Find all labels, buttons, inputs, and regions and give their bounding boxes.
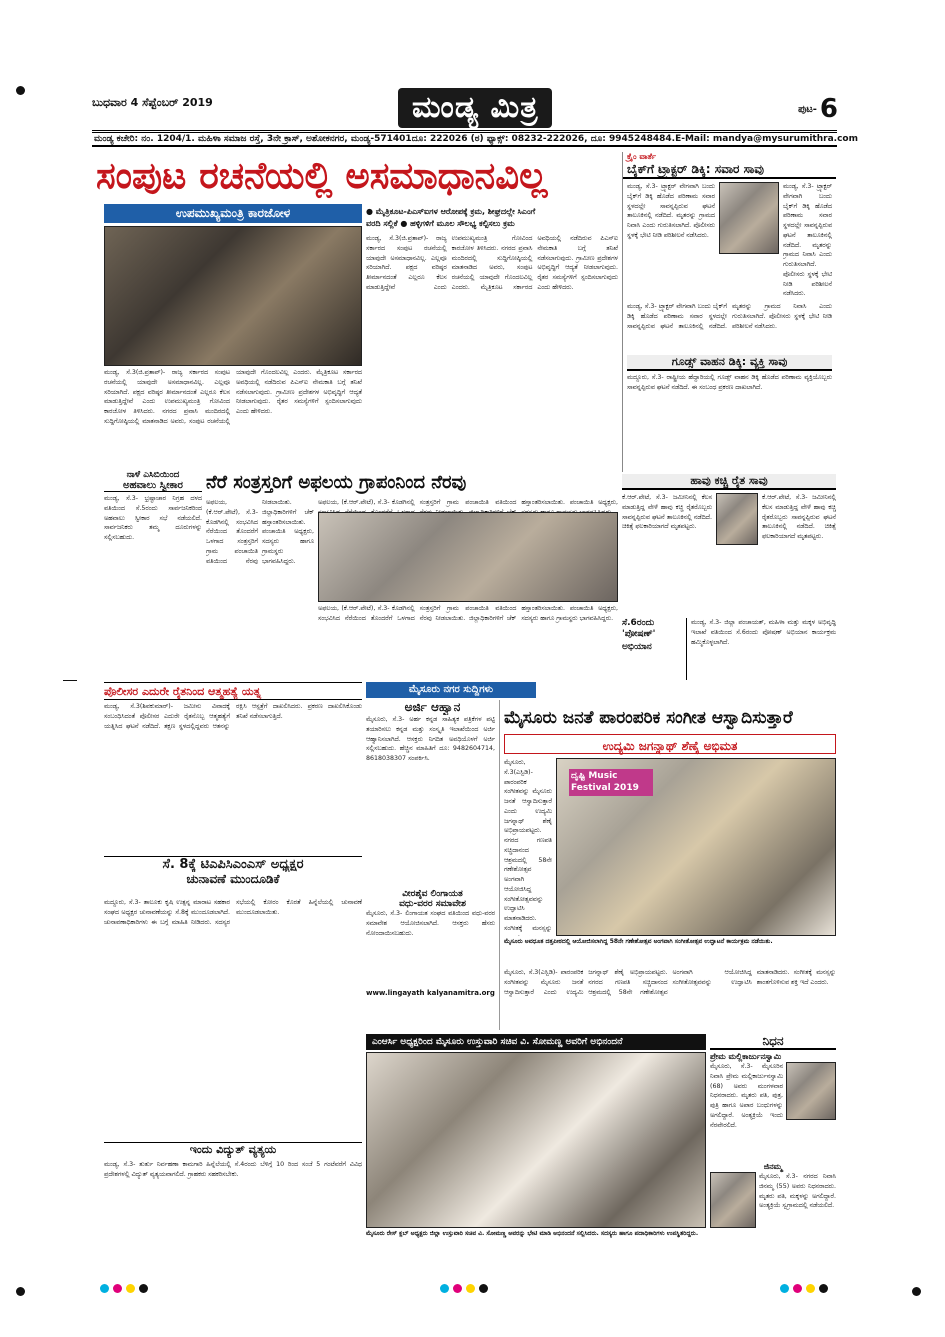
color-bar — [440, 1284, 500, 1292]
police-body: ಮಂಡ್ಯ, ಸೆ.3(ಶಿವಕುಮಾರ್)- ಜಮೀನು ವಿವಾದಕ್ಕೆ ಸಂಬಂಧಿಸಿದಂತೆ ಪೊಲೀಸರ ಎದುರೇ ರೈತನೊಬ್ಬ ಆತ್ಮಹತ್ಯೆಗೆ ಯತ್ನಿಸಿದ ಘಟನೆ ನಡೆದಿದೆ. ತಕ್ಷಣ ಸ್ಥಳದಲ್ಲಿದ್ದವರು ಆತನನ್ನು ರಕ್ಷಿಸಿ ಆಸ್ಪತ್ರೆಗೆ ದಾಖಲಿಸಿದರು. ಪ್ರಕರಣ ದಾಖಲಿಸಿಕೊಂಡು ತನಿಖೆ ನಡೆಸಲಾಗುತ್ತಿದೆ. — [104, 703, 362, 730]
power-body: ಮಂಡ್ಯ, ಸೆ.3- ತುರ್ತು ನಿರ್ವಹಣಾ ಕಾಮಗಾರಿ ಹಿನ್ನೆಲೆಯಲ್ಲಿ ಸೆ.4ರಂದು ಬೆಳಿಗ್ಗೆ 10 ರಿಂದ ಸಂಜೆ 5 ಗಂಟೆವರೆಗೆ ವಿವಿಧ ಪ್ರದೇಶಗಳಲ್ಲಿ ವಿದ್ಯುತ್ ವ್ಯತ್ಯಯವಾಗಲಿದೆ. ಗ್ರಾಹಕರು ಸಹಕರಿಸಬೇಕು. — [104, 1161, 362, 1178]
obituary-body: ಮೈಸೂರು, ಸೆ.3- ಮೈಸೂರಿನ ನಿವಾಸಿ ಪ್ರೇಮ ಮಲ್ಲಿಕಾರ್ಜುನಸ್ವಾಮಿ (68) ಅವರು ಮಂಗಳವಾರ ನಿಧನರಾದರು. ಮೃತರು ಪತಿ, ಪುತ್ರ, ಪುತ್ರಿ ಹಾಗೂ ಅಪಾರ ಬಂಧುಗಳನ್ನು ಅಗಲಿದ್ದಾರೆ. ಅಂತ್ಯಕ್ರಿಯೆ ಇಂದು ನೆರವೇರಲಿದೆ. — [710, 1063, 783, 1129]
lead-bullet: ವರದಿ ಸಲ್ಲಿಕೆ ● ಹಳ್ಳಿಗಳಿಗೆ ಮೂಲ ಸೌಲಭ್ಯ ಕಲ್ಪಿಸಲು ಕ್ರಮ — [366, 218, 515, 228]
obituary-section: ನಿಧನ — [710, 1034, 836, 1050]
color-bar — [780, 1284, 840, 1292]
police-headline: ಪೊಲೀಸರ ಎದುರೇ ರೈತನಿಂದ ಆತ್ಮಹತ್ಯೆ ಯತ್ನ — [104, 682, 362, 700]
matrimony-title: ವಧು-ವರರ ಸಮಾವೇಶ — [399, 899, 466, 909]
flood-headline: ನೆರೆ ಸಂತ್ರಸ್ತರಿಗೆ ಅಫಲಯ ಗ್ರಾಪಂನಿಂದ ನೆರವು — [206, 472, 467, 493]
farmer-photo — [716, 493, 758, 545]
page-label: ಪುಟ- — [798, 103, 817, 115]
acb-box — [104, 470, 202, 680]
crime-headline: ಬೈಕ್‌ಗೆ ಟ್ರ್ಯಾಕ್ಟರ್ ಡಿಕ್ಕಿ: ಸವಾರ ಸಾವು — [623, 162, 836, 179]
crime-body: ಮಂಡ್ಯ, ಸೆ.3- ಟ್ರ್ಯಾಕ್ಟರ್ ವೇಗವಾಗಿ ಬಂದು ಬೈಕ್‌ಗೆ ಡಿಕ್ಕಿ ಹೊಡೆದ ಪರಿಣಾಮ ಸವಾರ ಸ್ಥಳದಲ್ಲೇ ಸಾವನ್ನಪ್ಪಿರುವ ಘಟನೆ ತಾಲೂಕಿನಲ್ಲಿ ನಡೆದಿದೆ. ಮೃತರನ್ನು ಗ್ರಾಮದ ನಿವಾಸಿ ಎಂದು ಗುರುತಿಸಲಾಗಿದೆ. ಪೊಲೀಸರು ಸ್ಥಳಕ್ಕೆ ಭೇಟಿ ನೀಡಿ ಪರಿಶೀಲನೆ ನಡೆಸಿದರು. — [627, 183, 715, 239]
page-number-block — [786, 92, 838, 126]
music-caption: ಮೈಸೂರು ಅವಧೂತ ದತ್ತಪೀಠದಲ್ಲಿ ಆಯೋಜಿಸಲಾಗಿದ್ದ 58ನೇ ಗಣೇಶೋತ್ಸವ ಅಂಗವಾಗಿ ಸಂಗೀತೋತ್ಸವ ಉದ್ಘಾಟನೆ ಕಾರ್ಯಕ್ರಮ ನಡೆಯಿತು. — [504, 938, 773, 945]
matrimony-website: www.lingayath kalyanamitra.org — [366, 989, 495, 997]
office-email: E-Mail: mandya@mysurumithra.com — [675, 134, 858, 144]
music-photo — [556, 758, 836, 936]
music-kicker-text: ಉದ್ಯಮಿ ಜಗನ್ನಾಥ್ ಶೆಣೈ ಅಭಿಮತ — [602, 739, 738, 753]
poshan-title: 'ಪೋಷಣ್' ಅಭಿಯಾನ — [622, 629, 656, 652]
color-bar — [100, 1284, 160, 1292]
goods-accident-body: ಮದ್ದೂರು, ಸೆ.3- ರಾಷ್ಟ್ರೀಯ ಹೆದ್ದಾರಿಯಲ್ಲಿ ಗೂಡ್ಸ್ ವಾಹನ ಡಿಕ್ಕಿ ಹೊಡೆದ ಪರಿಣಾಮ ವ್ಯಕ್ತಿಯೊಬ್ಬರು ಸಾವನ್ನಪ್ಪಿರುವ ಘಟನೆ ನಡೆದಿದೆ. ಈ ಸಂಬಂಧ ಪ್ರಕರಣ ದಾಖಲಾಗಿದೆ. — [627, 374, 832, 391]
goods-accident-headline: ಗೂಡ್ಸ್ ವಾಹನ ಡಿಕ್ಕಿ: ವ್ಯಕ್ತಿ ಸಾವು — [627, 355, 832, 371]
lead-body: ಮಂಡ್ಯ, ಸೆ.3(ಜಿ.ಪ್ರತಾಪ್)- ರಾಜ್ಯ ಸರ್ಕಾರದ ಸಂಪುಟ ರಚನೆಯಲ್ಲಿ ಯಾವುದೇ ಅಸಮಾಧಾನವಿಲ್ಲ. ಎಲ್ಲವೂ ಸರಿಯಾಗಿದೆ. ಪಕ್ಷದ ವರಿಷ್ಠರ ತೀರ್ಮಾನದಂತೆ ಎಲ್ಲರೂ ಕೆಲಸ ಮಾಡುತ್ತಿದ್ದೇವೆ ಎಂದು ಉಪಮುಖ್ಯಮಂತ್ರಿ ಗೋವಿಂದ ಕಾರಜೋಳ ತಿಳಿಸಿದರು. ನಗರದ ಪ್ರವಾಸಿ ಮಂದಿರದಲ್ಲಿ ಸುದ್ದಿಗೋಷ್ಠಿಯಲ್ಲಿ ಮಾತನಾಡಿದ ಅವರು, ಸಂಪುಟ ರಚನೆಯಲ್ಲಿ ಯಾವುದೇ ಗೊಂದಲವಿಲ್ಲ ಎಂದರು. ಮೈತ್ರಿಕೂಟ ಸರ್ಕಾರದ ಅವಧಿಯಲ್ಲಿ ನಡೆದಿರುವ ಪಿಎಸ್ಐ ನೇಮಕಾತಿ ಬಗ್ಗೆ ತನಿಖೆ ನಡೆಸಲಾಗುವುದು. ಗ್ರಾಮೀಣ ಪ್ರದೇಶಗಳ ಅಭಿವೃದ್ಧಿಗೆ ಆದ್ಯತೆ ನೀಡಲಾಗುವುದು. ರೈತರ ಸಮಸ್ಯೆಗಳಿಗೆ ಸ್ಪಂದಿಸಲಾಗುವುದು ಎಂದು ಹೇಳಿದರು. — [366, 235, 618, 291]
mysuru-section-label: ಮೈಸೂರು ನಗರ ಸುದ್ದಿಗಳು — [366, 682, 536, 698]
snake-box — [622, 474, 836, 614]
flood-photo — [318, 512, 618, 602]
music-body: ಮೈಸೂರು, ಸೆ.3(ಎಸ್ಬಿಡಿ)- ಪಾರಂಪರಿಕ ಸಂಗೀತವನ್ನು ಮೈಸೂರು ಜನತೆ ಆಸ್ವಾದಿಸುತ್ತಾರೆ ಎಂದು ಉದ್ಯಮಿ ಜಗನ್ನಾಥ್ ಶೆಣೈ ಅಭಿಪ್ರಾಯಪಟ್ಟರು. ನಗರದ ಗಣಪತಿ ಸಚ್ಚಿದಾನಂದ ಆಶ್ರಮದಲ್ಲಿ 58ನೇ ಗಣೇಶೋತ್ಸವ ಅಂಗವಾಗಿ ಆಯೋಜಿಸಿದ್ದ ಸಂಗೀತೋತ್ಸವವನ್ನು ಉದ್ಘಾಟಿಸಿ ಮಾತನಾಡಿದರು. ಸಂಗೀತಕ್ಕೆ ಮನಸ್ಸನ್ನು — [504, 759, 552, 932]
power-headline: ಇಂದು ವಿದ್ಯುತ್ ವ್ಯತ್ಯಯ — [104, 1142, 362, 1158]
obituary-photo — [710, 1172, 756, 1228]
acb-title: ನಾಳೆ ಎಸಿಬಿಯಿಂದ — [126, 470, 180, 480]
obituary-body: ಮೈಸೂರು, ಸೆ.3- ನಗರದ ನಿವಾಸಿ ಜಿನಮ್ಮ (55) ಅವರು ನಿಧನರಾದರು. ಮೃತರು ಪತಿ, ಮಕ್ಕಳನ್ನು ಅಗಲಿದ್ದಾರೆ. ಅಂತ್ಯಕ್ರಿಯೆ ಸ್ವಗ್ರಾಮದಲ್ಲಿ ನಡೆಯಲಿದೆ. — [759, 1173, 836, 1210]
matrimony-body: ಮೈಸೂರು, ಸೆ.3- ಲಿಂಗಾಯತ ಸಂಘದ ವತಿಯಿಂದ ವಧು-ವರರ ಸಮಾವೇಶ ಆಯೋಜಿಸಲಾಗಿದೆ. ಆಸಕ್ತರು ಹೆಸರು ನೋಂದಾಯಿಸಬಹುದು. — [366, 910, 495, 937]
registration-mark — [16, 1287, 25, 1296]
registration-mark — [912, 1287, 921, 1296]
notice-title: ಅರ್ಜಿ ಆಹ್ವಾನ — [404, 700, 461, 714]
flood-body: ಅಫಲಯ, (ಕೆ.ಆರ್.ಪೇಟೆ), ಸೆ.3- ಕೊಡಗಿನಲ್ಲಿ ಸಂಭವಿಸಿದ ನೆರೆಯಿಂದ ತೊಂದರೆಗೆ ಒಳಗಾದ ಸಂತ್ರಸ್ತರಿಗೆ ಗ್ರಾಮ ಪಂಚಾಯಿತಿ ವತಿಯಿಂದ ನೆರವು ನೀಡಲಾಯಿತು. ಜಿಲ್ಲಾಧಿಕಾರಿಗಳಿಗೆ ಚೆಕ್ ಹಸ್ತಾಂತರಿಸಲಾಯಿತು. ಪಂಚಾಯಿತಿ ಅಧ್ಯಕ್ಷರು, ಸದಸ್ಯರು ಹಾಗೂ ಗ್ರಾಮಸ್ಥರು ಭಾಗವಹಿಸಿದ್ದರು. — [206, 499, 314, 565]
lead-bullet: ● ಮೈತ್ರಿಕೂಟ-ಪಿಎಸ್ಐಗಳ ಆರೋಪಕ್ಕೆ ಕ್ರಮ, ಶೀಘ್ರದಲ್ಲೇ ಸಿಎಂಗೆ — [366, 207, 536, 216]
office-phone: ದೂ: 222026 (ಠ) ಫ್ಯಾಕ್ಸ್: 08232-222026, ದೂ: 9945248484. — [411, 134, 676, 144]
snake-headline: ಹಾವು ಕಚ್ಚಿ ರೈತ ಸಾವು — [622, 474, 836, 490]
tapcms-headline: ಸೆ. 8ಕ್ಕೆ ಟಿಎಪಿಸಿಎಂಎಸ್ ಅಧ್ಯಕ್ಷರ — [162, 857, 304, 872]
lead-photo — [104, 226, 362, 366]
somanna-photo — [366, 1052, 706, 1228]
mysuru-notice — [366, 700, 500, 1030]
registration-mark — [16, 86, 25, 95]
page-number: 6 — [819, 94, 838, 124]
tapcms-headline: ಚುನಾವಣೆ ಮುಂದೂಡಿಕೆ — [186, 872, 280, 886]
music-body: ಮೈಸೂರು, ಸೆ.3(ಎಸ್ಬಿಡಿ)- ಪಾರಂಪರಿಕ ಸಂಗೀತವನ್ನು ಮೈಸೂರು ಜನತೆ ಆಸ್ವಾದಿಸುತ್ತಾರೆ ಎಂದು ಉದ್ಯಮಿ ಜಗನ್ನಾಥ್ ಶೆಣೈ ಅಭಿಪ್ರಾಯಪಟ್ಟರು. ನಗರದ ಗಣಪತಿ ಸಚ್ಚಿದಾನಂದ ಆಶ್ರಮದಲ್ಲಿ 58ನೇ ಗಣೇಶೋತ್ಸವ ಅಂಗವಾಗಿ ಆಯೋಜಿಸಿದ್ದ ಸಂಗೀತೋತ್ಸವವನ್ನು ಉದ್ಘಾಟಿಸಿ ಮಾತನಾಡಿದರು. ಸಂಗೀತಕ್ಕೆ ಮನಸ್ಸನ್ನು ಶಾಂತಗೊಳಿಸುವ ಶಕ್ತಿ ಇದೆ ಎಂದರು. — [504, 969, 836, 996]
lead-body: ಮಂಡ್ಯ, ಸೆ.3(ಜಿ.ಪ್ರತಾಪ್)- ರಾಜ್ಯ ಸರ್ಕಾರದ ಸಂಪುಟ ರಚನೆಯಲ್ಲಿ ಯಾವುದೇ ಅಸಮಾಧಾನವಿಲ್ಲ. ಎಲ್ಲವೂ ಸರಿಯಾಗಿದೆ. ಪಕ್ಷದ ವರಿಷ್ಠರ ತೀರ್ಮಾನದಂತೆ ಎಲ್ಲರೂ ಕೆಲಸ ಮಾಡುತ್ತಿದ್ದೇವೆ ಎಂದು ಉಪಮುಖ್ಯಮಂತ್ರಿ ಗೋವಿಂದ ಕಾರಜೋಳ ತಿಳಿಸಿದರು. ನಗರದ ಪ್ರವಾಸಿ ಮಂದಿರದಲ್ಲಿ ಸುದ್ದಿಗೋಷ್ಠಿಯಲ್ಲಿ ಮಾತನಾಡಿದ ಅವರು, ಸಂಪುಟ ರಚನೆಯಲ್ಲಿ ಯಾವುದೇ ಗೊಂದಲವಿಲ್ಲ ಎಂದರು. ಮೈತ್ರಿಕೂಟ ಸರ್ಕಾರದ ಅವಧಿಯಲ್ಲಿ ನಡೆದಿರುವ ಪಿಎಸ್ಐ ನೇಮಕಾತಿ ಬಗ್ಗೆ ತನಿಖೆ ನಡೆಸಲಾಗುವುದು. ಗ್ರಾಮೀಣ ಪ್ರದೇಶಗಳ ಅಭಿವೃದ್ಧಿಗೆ ಆದ್ಯತೆ ನೀಡಲಾಗುವುದು. ರೈತರ ಸಮಸ್ಯೆಗಳಿಗೆ ಸ್ಪಂದಿಸಲಾಗುವುದು ಎಂದು ಹೇಳಿದರು. — [104, 369, 362, 425]
masthead-date: ಬುಧವಾರ 4 ಸೆಪ್ಟೆಂಬರ್ 2019 — [92, 96, 213, 109]
victim-photo — [719, 182, 779, 254]
crop-mark — [63, 680, 77, 681]
lead-bullets — [366, 206, 618, 229]
office-address: ಮಂಡ್ಯ ಕಚೇರಿ: ನಂ. 1204/1. ಮಹಿಳಾ ಸಮಾಜ ರಸ್ತೆ, 3ನೇ ಕ್ರಾಸ್, ಅಶೋಕನಗರ, ಮಂಡ್ಯ-571401 — [94, 134, 412, 144]
obituary-photo — [786, 1062, 836, 1120]
notice-body: ಮೈಸೂರು, ಸೆ.3- ಅರ್ಹ ಕನ್ನಡ ಸಾಹಿತ್ಯಕ ಪತ್ರಿಕೆಗಳ ಪಟ್ಟಿ ತಯಾರಿಸಲು ಕನ್ನಡ ಮತ್ತು ಸಂಸ್ಕೃತಿ ಇಲಾಖೆಯಿಂದ ಅರ್ಜಿ ಆಹ್ವಾನಿಸಲಾಗಿದೆ. ಆಸಕ್ತರು ನಿಗದಿತ ಅವಧಿಯೊಳಗೆ ಅರ್ಜಿ ಸಲ್ಲಿಸಬಹುದು. ಹೆಚ್ಚಿನ ಮಾಹಿತಿಗೆ ದೂ: 9482604714, 8618038307 ಸಂಪರ್ಕಿಸಿ. — [366, 716, 495, 762]
matrimony-title: ವೀರಶೈವ ಲಿಂಗಾಯತ — [402, 889, 463, 899]
snake-body: ಕೆ.ಆರ್.ಪೇಟೆ, ಸೆ.3- ಜಮೀನಿನಲ್ಲಿ ಕೆಲಸ ಮಾಡುತ್ತಿದ್ದ ವೇಳೆ ಹಾವು ಕಚ್ಚಿ ರೈತರೊಬ್ಬರು ಸಾವನ್ನಪ್ಪಿರುವ ಘಟನೆ ತಾಲೂಕಿನಲ್ಲಿ ನಡೆದಿದೆ. ಚಿಕಿತ್ಸೆ ಫಲಕಾರಿಯಾಗದೆ ಮೃತಪಟ್ಟರು. — [622, 494, 712, 531]
tapcms-body: ಮದ್ದೂರು, ಸೆ.3- ತಾಲೂಕು ಕೃಷಿ ಉತ್ಪನ್ನ ಮಾರಾಟ ಸಹಕಾರ ಸಂಘದ ಅಧ್ಯಕ್ಷರ ಚುನಾವಣೆಯನ್ನು ಸೆ.8ಕ್ಕೆ ಮುಂದೂಡಲಾಗಿದೆ. ಚುನಾವಣಾಧಿಕಾರಿಗಳು ಈ ಬಗ್ಗೆ ಮಾಹಿತಿ ನೀಡಿದರು. ಸದಸ್ಯರ ಸಭೆಯಲ್ಲಿ ಕೋರಂ ಕೊರತೆ ಹಿನ್ನೆಲೆಯಲ್ಲಿ ಚುನಾವಣೆ ಮುಂದೂಡಲಾಯಿತು. — [104, 899, 362, 926]
acb-body: ಮಂಡ್ಯ, ಸೆ.3- ಭ್ರಷ್ಟಾಚಾರ ನಿಗ್ರಹ ದಳದ ವತಿಯಿಂದ ಸೆ.5ರಂದು ಸಾರ್ವಜನಿಕರಿಂದ ಅಹವಾಲು ಸ್ವೀಕಾರ ಸಭೆ ನಡೆಯಲಿದೆ. ಸಾರ್ವಜನಿಕರು ತಮ್ಮ ದೂರುಗಳನ್ನು ಸಲ್ಲಿಸಬಹುದು. — [104, 495, 202, 541]
obituary-name: ಜಿನಮ್ಮ — [763, 1162, 783, 1171]
crime-body: ಮಂಡ್ಯ, ಸೆ.3- ಟ್ರ್ಯಾಕ್ಟರ್ ವೇಗವಾಗಿ ಬಂದು ಬೈಕ್‌ಗೆ ಡಿಕ್ಕಿ ಹೊಡೆದ ಪರಿಣಾಮ ಸವಾರ ಸ್ಥಳದಲ್ಲೇ ಸಾವನ್ನಪ್ಪಿರುವ ಘಟನೆ ತಾಲೂಕಿನಲ್ಲಿ ನಡೆದಿದೆ. ಮೃತರನ್ನು ಗ್ರಾಮದ ನಿವಾಸಿ ಎಂದು ಗುರುತಿಸಲಾಗಿದೆ. ಪೊಲೀಸರು ಸ್ಥಳಕ್ಕೆ ಭೇಟಿ ನೀಡಿ ಪರಿಶೀಲನೆ ನಡೆಸಿದರು. — [783, 183, 832, 298]
snake-body: ಕೆ.ಆರ್.ಪೇಟೆ, ಸೆ.3- ಜಮೀನಿನಲ್ಲಿ ಕೆಲಸ ಮಾಡುತ್ತಿದ್ದ ವೇಳೆ ಹಾವು ಕಚ್ಚಿ ರೈತರೊಬ್ಬರು ಸಾವನ್ನಪ್ಪಿರುವ ಘಟನೆ ತಾಲೂಕಿನಲ್ಲಿ ನಡೆದಿದೆ. ಚಿಕಿತ್ಸೆ ಫಲಕಾರಿಯಾಗದೆ ಮೃತಪಟ್ಟರು. — [762, 494, 836, 540]
crime-body: ಮಂಡ್ಯ, ಸೆ.3- ಟ್ರ್ಯಾಕ್ಟರ್ ವೇಗವಾಗಿ ಬಂದು ಬೈಕ್‌ಗೆ ಡಿಕ್ಕಿ ಹೊಡೆದ ಪರಿಣಾಮ ಸವಾರ ಸ್ಥಳದಲ್ಲೇ ಸಾವನ್ನಪ್ಪಿರುವ ಘಟನೆ ತಾಲೂಕಿನಲ್ಲಿ ನಡೆದಿದೆ. ಮೃತರನ್ನು ಗ್ರಾಮದ ನಿವಾಸಿ ಎಂದು ಗುರುತಿಸಲಾಗಿದೆ. ಪೊಲೀಸರು ಸ್ಥಳಕ್ಕೆ ಭೇಟಿ ನೀಡಿ ಪರಿಶೀಲನೆ ನಡೆಸಿದರು. — [627, 303, 832, 330]
masthead-title: ಮಂಡ್ಯ ಮಿತ್ರ — [398, 88, 552, 128]
acb-title: ಅಹವಾಲು ಸ್ವೀಕಾರ — [104, 480, 202, 492]
flood-body: ಅಫಲಯ, (ಕೆ.ಆರ್.ಪೇಟೆ), ಸೆ.3- ಕೊಡಗಿನಲ್ಲಿ ಸಂತ್ರಸ್ತರಿಗೆ ಗ್ರಾಮ ಪಂಚಾಯಿತಿ ವತಿಯಿಂದ ಹಸ್ತಾಂತರಿಸಲಾಯಿತು. ಪಂಚಾಯಿತಿ ಅಧ್ಯಕ್ಷರು, — [318, 499, 618, 506]
lead-headline: ಸಂಪುಟ ರಚನೆಯಲ್ಲಿ ಅಸಮಾಧಾನವಿಲ್ಲ — [96, 153, 548, 197]
obituary-name: ಪ್ರೇಮ ಮಲ್ಲಿಕಾರ್ಜುನಸ್ವಾಮಿ — [710, 1052, 782, 1061]
poshan-body: ಮಂಡ್ಯ, ಸೆ.3- ಜಿಲ್ಲಾ ಪಂಚಾಯತ್, ಮಹಿಳಾ ಮತ್ತು ಮಕ್ಕಳ ಅಭಿವೃದ್ಧಿ ಇಲಾಖೆ ವತಿಯಿಂದ ಸೆ.6ರಂದು ಪೋಷಣ್ ಅಭಿಯಾನ ಕಾರ್ಯಕ್ರಮ ಹಮ್ಮಿಕೊಳ್ಳಲಾಗಿದೆ. — [691, 619, 836, 646]
music-kicker — [504, 734, 836, 754]
obituary-2 — [710, 1162, 836, 1262]
music-headline: ಮೈಸೂರು ಜನತೆ ಪಾರಂಪರಿಕ ಸಂಗೀತ ಆಸ್ವಾದಿಸುತ್ತಾರೆ — [504, 708, 793, 728]
obituary-1 — [710, 1052, 836, 1160]
crime-label: ಕ್ರೈಂ ವಾರ್ತೆ — [627, 152, 657, 161]
tapcms-box — [104, 856, 362, 896]
poshan-box — [622, 618, 836, 680]
poshan-date: ಸೆ.6ರಂದು — [622, 618, 655, 628]
music-banner: ದೃಷ್ಟಿ Music Festival 2019 — [569, 769, 653, 796]
lead-kicker: ಉಪಮುಖ್ಯಮಂತ್ರಿ ಕಾರಜೋಳ — [104, 204, 362, 223]
somanna-headline: ಎಂಆರ್ಸಿ ಅಧ್ಯಕ್ಷರಿಂದ ಮೈಸೂರು ಉಸ್ತುವಾರಿ ಸಚಿವ ವಿ. ಸೋಮಣ್ಣ ಅವರಿಗೆ ಅಭಿನಂದನೆ — [366, 1034, 706, 1050]
flood-body: ಅಫಲಯ, (ಕೆ.ಆರ್.ಪೇಟೆ), ಸೆ.3- ಕೊಡಗಿನಲ್ಲಿ ಸಂಭವಿಸಿದ ನೆರೆಯಿಂದ ತೊಂದರೆಗೆ ಒಳಗಾದ ಸಂತ್ರಸ್ತರಿಗೆ ಗ್ರಾಮ ಪಂಚಾಯಿತಿ ವತಿಯಿಂದ ನೆರವು ನೀಡಲಾಯಿತು. ಜಿಲ್ಲಾಧಿಕಾರಿಗಳಿಗೆ ಚೆಕ್ ಹಸ್ತಾಂತರಿಸಲಾಯಿತು. ಪಂಚಾಯಿತಿ ಅಧ್ಯಕ್ಷರು, ಸದಸ್ಯರು ಹಾಗೂ ಗ್ರಾಮಸ್ಥರು ಭಾಗವಹಿಸಿದ್ದರು. — [318, 605, 618, 622]
crime-box — [622, 152, 836, 472]
address-bar — [92, 130, 858, 147]
somanna-caption: ಮೈಸೂರು ರೇಸ್ ಕ್ಲಬ್ ಅಧ್ಯಕ್ಷರು ಜಿಲ್ಲಾ ಉಸ್ತುವಾರಿ ಸಚಿವ ವಿ. ಸೋಮಣ್ಣ ಅವರನ್ನು ಭೇಟಿ ಮಾಡಿ ಅಭಿನಂದನೆ ಸಲ್ಲಿಸಿದರು. ಸದಸ್ಯರು ಹಾಗೂ ಪದಾಧಿಕಾರಿಗಳು ಉಪಸ್ಥಿತರಿದ್ದರು. — [366, 1230, 699, 1237]
